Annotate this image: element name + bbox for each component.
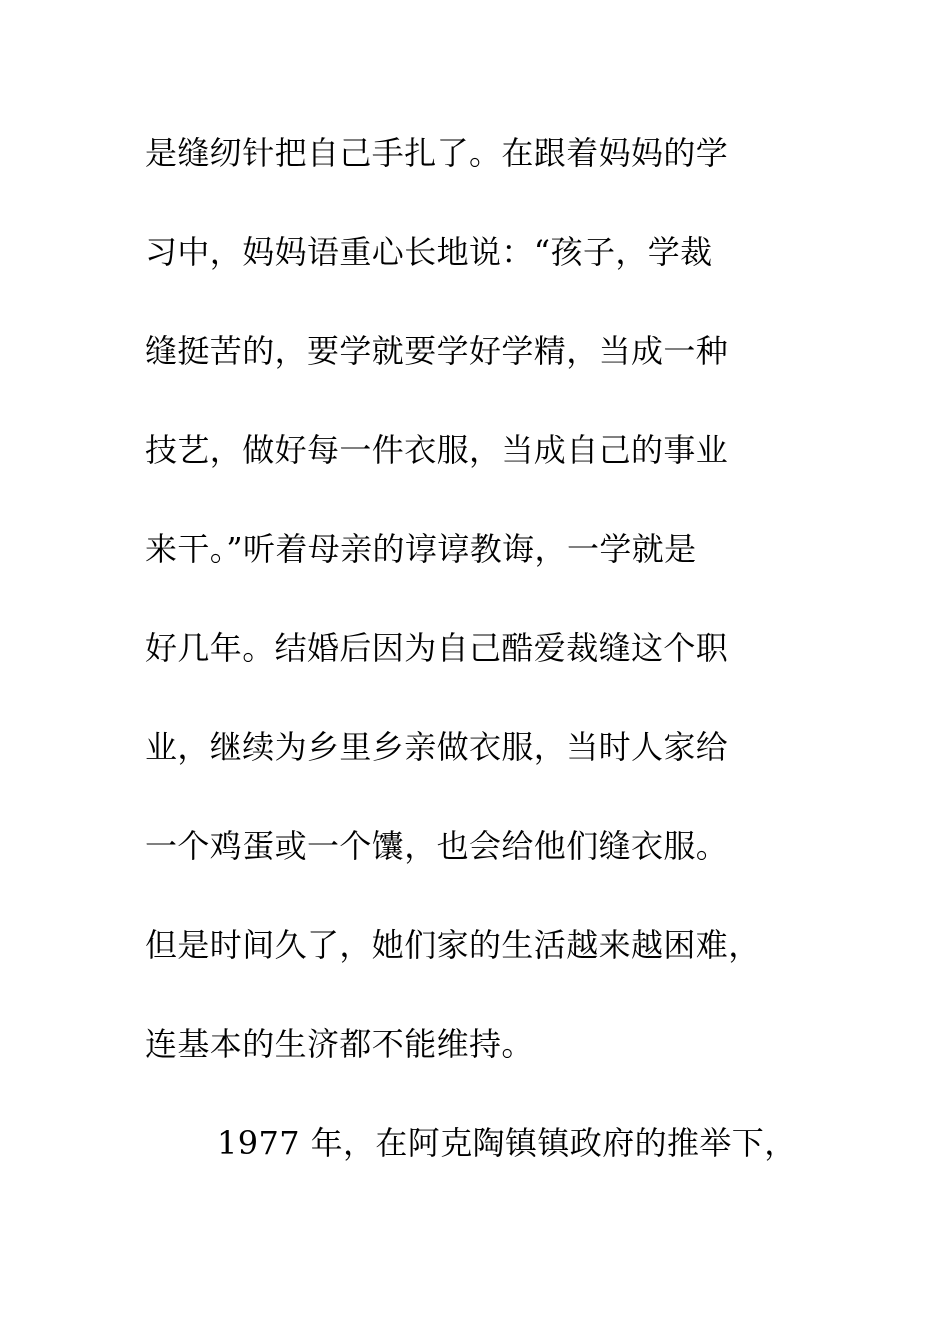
- text-line: 但是时间久了，她们家的生活越来越困难，: [145, 926, 761, 964]
- text-line: 技艺，做好每一件衣服，当成自己的事业: [145, 431, 729, 469]
- text-line: 是缝纫针把自己手扎了。在跟着妈妈的学: [145, 134, 729, 172]
- text-line: 习中，妈妈语重心长地说：“孩子，学裁: [145, 233, 713, 271]
- paragraph-start-line: 1977 年，在阿克陶镇镇政府的推举下，: [217, 1124, 797, 1162]
- text-line: 好几年。结婚后因为自己酷爱裁缝这个职: [145, 629, 729, 667]
- text-line: 一个鸡蛋或一个馕，也会给他们缝衣服。: [145, 827, 729, 865]
- text-line: 来干。”听着母亲的谆谆教诲，一学就是: [145, 530, 697, 568]
- text-line: 连基本的生济都不能维持。: [145, 1025, 534, 1063]
- text-line: 业，继续为乡里乡亲做衣服，当时人家给: [145, 728, 729, 766]
- body-text: [145, 125, 805, 1214]
- text-line: 缝挺苦的，要学就要学好学精，当成一种: [145, 332, 729, 370]
